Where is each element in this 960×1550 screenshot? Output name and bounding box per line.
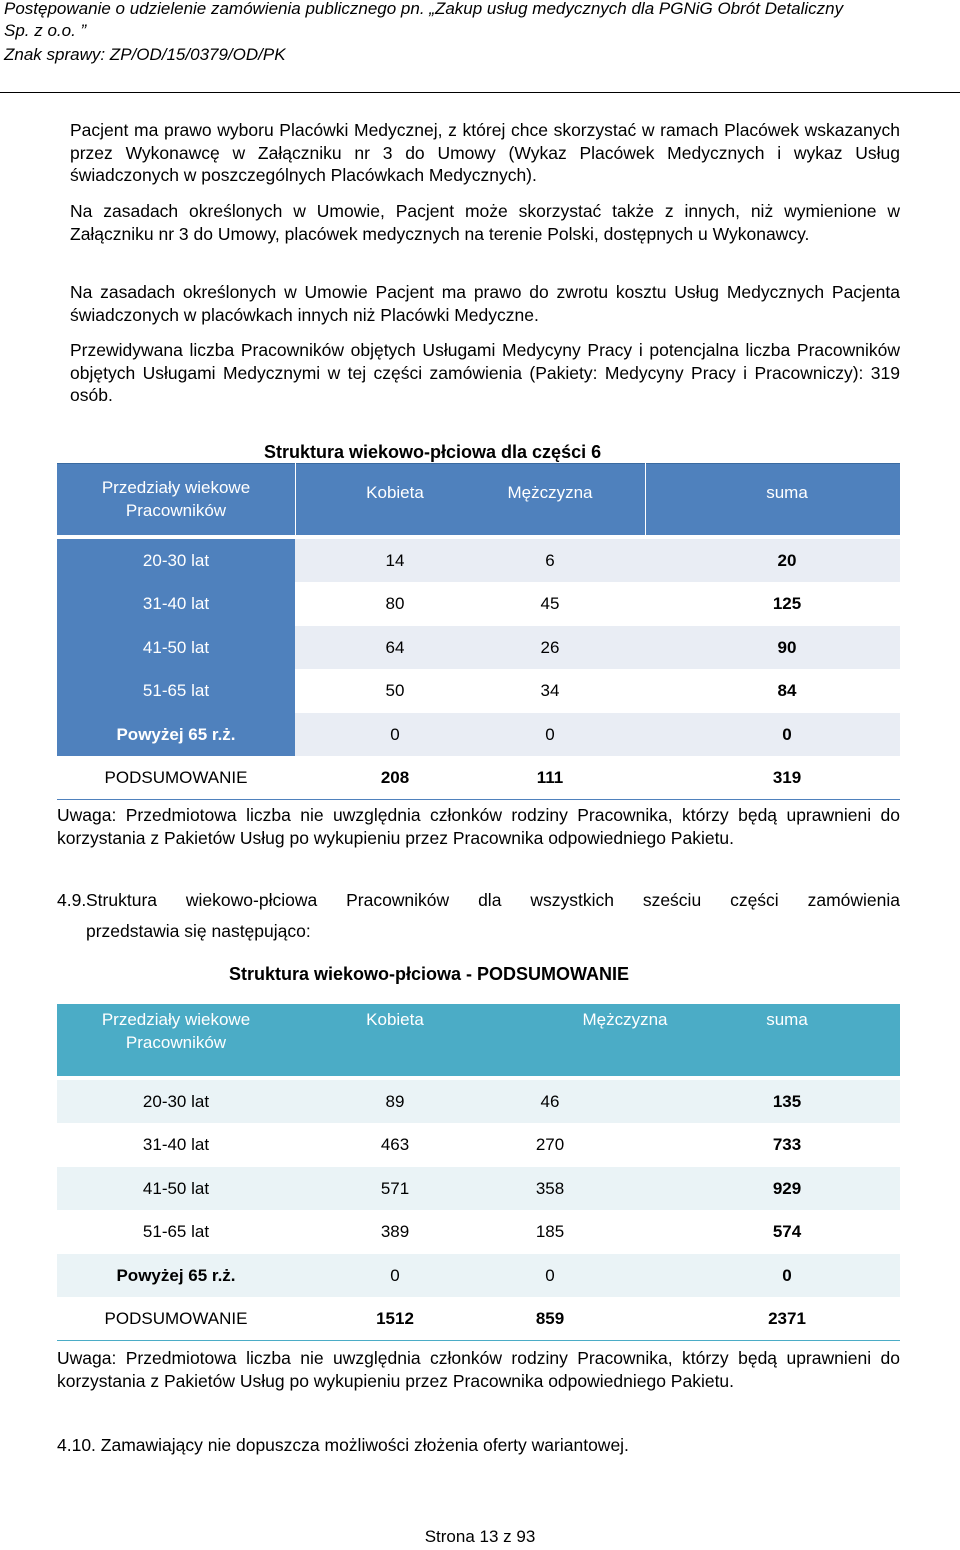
row-female: 571 bbox=[380, 1179, 410, 1198]
row-label: 51-65 lat bbox=[142, 1222, 210, 1241]
summary-label: PODSUMOWANIE bbox=[104, 768, 248, 787]
row-male: 0 bbox=[545, 1266, 555, 1285]
section-4-9-line2: przedstawia się następująco: bbox=[86, 921, 311, 941]
row-female: 50 bbox=[385, 681, 405, 700]
table1-row bbox=[57, 669, 900, 712]
table1-row bbox=[57, 539, 900, 582]
header-title-line2: Sp. z o.o. ” bbox=[4, 21, 87, 40]
row-sum: 20 bbox=[777, 551, 797, 570]
row-sum: 929 bbox=[772, 1179, 802, 1198]
row-female: 89 bbox=[385, 1092, 405, 1111]
row-label: 41-50 lat bbox=[142, 638, 210, 657]
row-female: 0 bbox=[390, 1266, 400, 1285]
page-number: Strona 13 z 93 bbox=[424, 1527, 536, 1546]
table2-summary-row bbox=[57, 1297, 900, 1340]
row-female: 463 bbox=[380, 1135, 410, 1154]
row-sum: 125 bbox=[772, 594, 802, 613]
row-label: 31-40 lat bbox=[142, 1135, 210, 1154]
summary-sum: 2371 bbox=[768, 1309, 806, 1328]
table2-note: Uwaga: Przedmiotowa liczba nie uwzględnia członków rodziny Pracownika, którzy będą uprawnieni do korzystania z Pakietów Usług po wykupieniu przez Pracownika odpowiedniego Pakietu. bbox=[57, 1348, 900, 1391]
table2-row bbox=[57, 1123, 900, 1166]
summary-female: 208 bbox=[380, 768, 410, 787]
row-male: 46 bbox=[540, 1092, 560, 1111]
row-label: 20-30 lat bbox=[142, 1092, 210, 1111]
row-male: 270 bbox=[535, 1135, 565, 1154]
header-title-line1: Postępowanie o udzielenie zamówienia publicznego pn. „Zakup usług medycznych dla PGNiG Obrót Detaliczny bbox=[4, 0, 844, 18]
table1-title: Struktura wiekowo-płciowa dla części 6 bbox=[264, 442, 602, 462]
paragraph-3: Na zasadach określonych w Umowie Pacjent ma prawo do zwrotu kosztu Usług Medycznych Pacjenta świadczonych w placówkach innych niż Placówki Medyczne. bbox=[70, 282, 900, 325]
row-label: 31-40 lat bbox=[142, 594, 210, 613]
row-sum: 574 bbox=[772, 1222, 802, 1241]
table2-header-male: Mężczyzna bbox=[582, 1009, 668, 1029]
table2-row bbox=[57, 1167, 900, 1210]
row-female: 64 bbox=[385, 638, 405, 657]
row-female: 14 bbox=[385, 551, 405, 570]
row-sum: 84 bbox=[777, 681, 797, 700]
header-case-number: Znak sprawy: ZP/OD/15/0379/OD/PK bbox=[4, 45, 286, 64]
summary-label: PODSUMOWANIE bbox=[104, 1309, 248, 1328]
table2-header-age: Przedziały wiekowe Pracowników bbox=[101, 1010, 251, 1052]
section-4-9-line1: Struktura wiekowo-płciowa Pracowników dla wszystkich sześciu części zamówienia bbox=[86, 890, 900, 910]
row-label: Powyżej 65 r.ż. bbox=[116, 725, 236, 744]
row-female: 389 bbox=[380, 1222, 410, 1241]
table1-header-age: Przedziały wiekowe Pracowników bbox=[101, 478, 251, 520]
row-label: 41-50 lat bbox=[142, 1179, 210, 1198]
table2 bbox=[57, 1004, 900, 1340]
table1-note: Uwaga: Przedmiotowa liczba nie uwzględnia członków rodziny Pracownika, którzy będą uprawnieni do korzystania z Pakietów Usług po wykupieniu przez Pracownika odpowiedniego Pakietu. bbox=[57, 805, 900, 848]
table1 bbox=[57, 463, 900, 799]
section-4-9-number: 4.9. bbox=[57, 890, 87, 910]
row-female: 0 bbox=[390, 725, 400, 744]
row-male: 45 bbox=[540, 594, 560, 613]
row-sum: 0 bbox=[782, 1266, 792, 1285]
paragraph-4: Przewidywana liczba Pracowników objętych Usługami Medycyny Pracy i potencjalna liczba Pracowników objętych Usługami Medycznymi w tej części zamówienia (Pakiety: Medycyny Pracy i Pracowniczy): 319 osób. bbox=[70, 340, 900, 405]
table1-header-female: Kobieta bbox=[366, 482, 424, 502]
row-male: 185 bbox=[535, 1222, 565, 1241]
row-sum: 0 bbox=[782, 725, 792, 744]
row-male: 34 bbox=[540, 681, 560, 700]
paragraph-2: Na zasadach określonych w Umowie, Pacjent może skorzystać także z innych, niż wymienione w Załączniku nr 3 do Umowy, placówek medycznych na terenie Polski, dostępnych u Wykonawcy. bbox=[70, 201, 900, 244]
row-female: 80 bbox=[385, 594, 405, 613]
row-sum: 135 bbox=[772, 1092, 802, 1111]
table1-row bbox=[57, 713, 900, 756]
row-label: 51-65 lat bbox=[142, 681, 210, 700]
table1-header-male: Mężczyzna bbox=[507, 482, 593, 502]
row-label: 20-30 lat bbox=[142, 551, 210, 570]
table1-row bbox=[57, 626, 900, 669]
table2-header-sum: suma bbox=[766, 1009, 808, 1029]
table2-title: Struktura wiekowo-płciowa - PODSUMOWANIE bbox=[229, 964, 630, 984]
row-male: 0 bbox=[545, 725, 555, 744]
summary-male: 111 bbox=[536, 768, 564, 787]
row-label: Powyżej 65 r.ż. bbox=[116, 1266, 236, 1285]
summary-female: 1512 bbox=[376, 1309, 414, 1328]
table2-row bbox=[57, 1254, 900, 1297]
paragraph-1: Pacjent ma prawo wyboru Placówki Medycznej, z której chce skorzystać w ramach Placówek wskazanych przez Wykonawcę w Załączniku nr 3 do Umowy (Wykaz Placówek Medycznych i wykaz Usług świadczonych w poszczególnych Placówkach Medycznych). bbox=[70, 120, 900, 185]
table1-summary-row bbox=[57, 756, 900, 799]
summary-male: 859 bbox=[535, 1309, 565, 1328]
row-male: 6 bbox=[545, 551, 555, 570]
table2-row bbox=[57, 1210, 900, 1253]
table1-row bbox=[57, 582, 900, 625]
table2-header-female: Kobieta bbox=[366, 1009, 424, 1029]
document-header bbox=[0, 0, 960, 93]
table1-header-sum: suma bbox=[766, 482, 808, 502]
summary-sum: 319 bbox=[772, 768, 802, 787]
row-sum: 90 bbox=[777, 638, 797, 657]
row-sum: 733 bbox=[772, 1135, 802, 1154]
section-4-10: 4.10. Zamawiający nie dopuszcza możliwości złożenia oferty wariantowej. bbox=[57, 1435, 629, 1455]
row-male: 358 bbox=[535, 1179, 565, 1198]
row-male: 26 bbox=[540, 638, 560, 657]
table2-row bbox=[57, 1080, 900, 1123]
